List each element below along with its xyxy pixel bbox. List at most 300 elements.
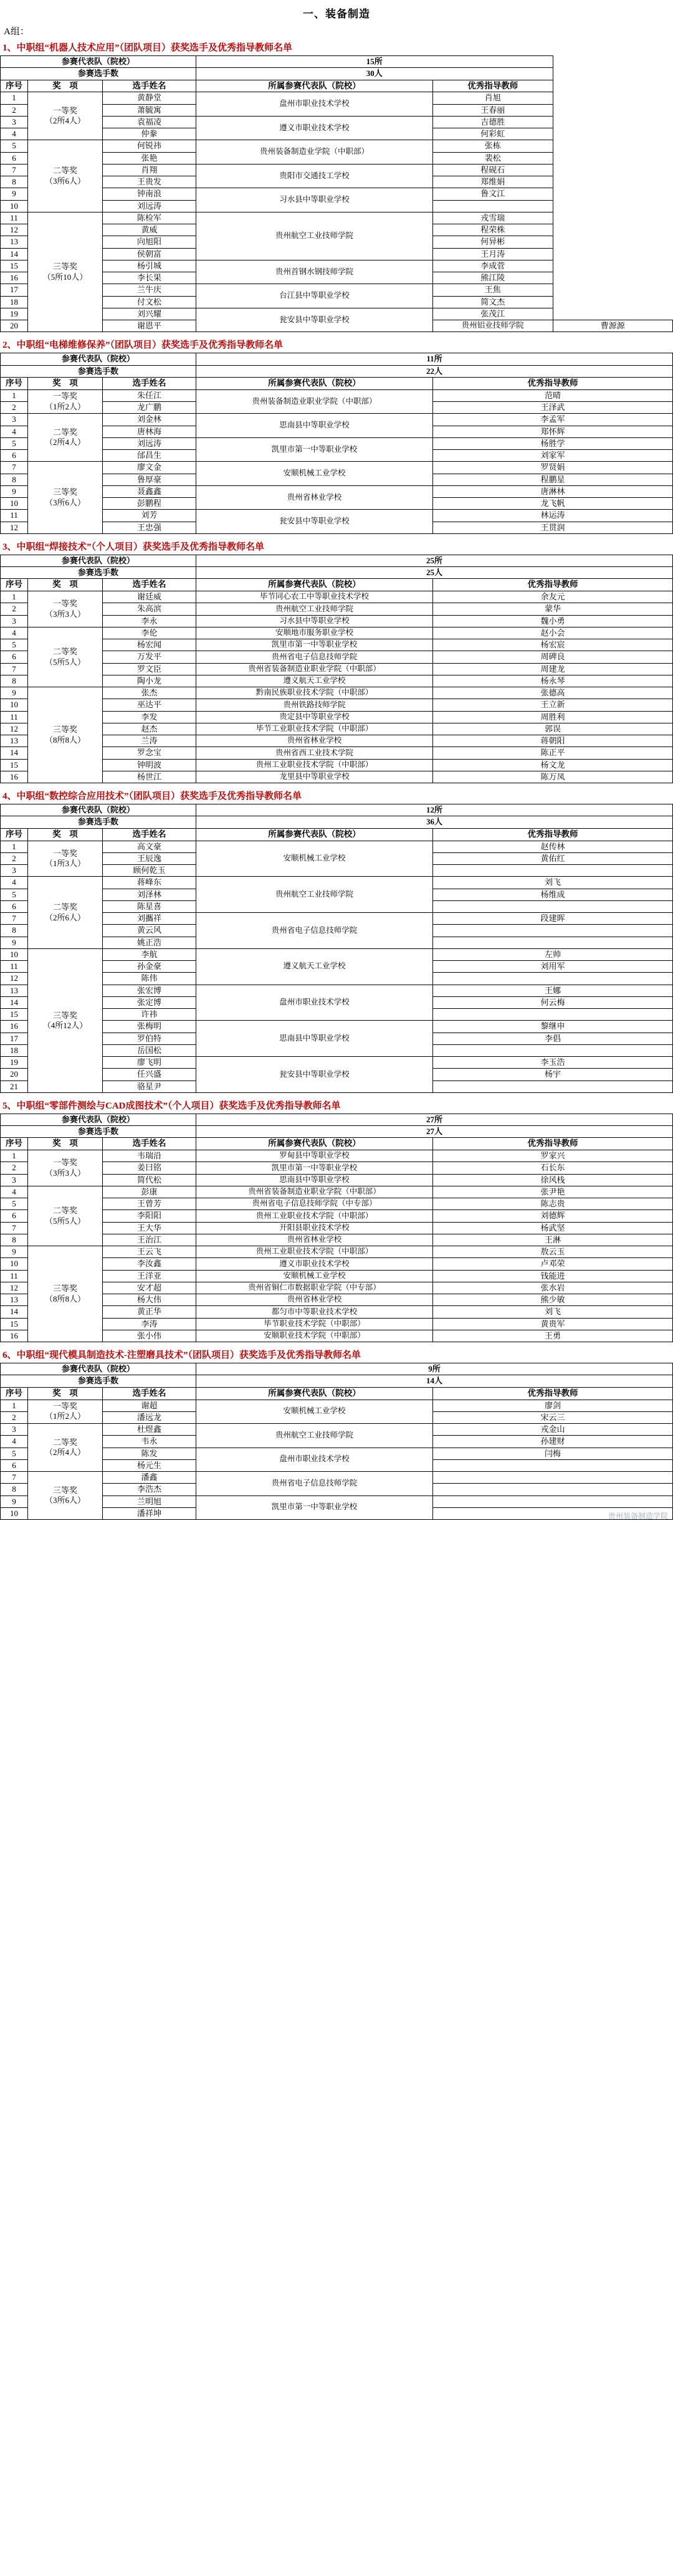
header-prize: 奖 项: [28, 1387, 103, 1400]
cell-teacher: 王春丽: [433, 104, 553, 116]
award-section: [0, 538, 673, 783]
table-header-row: [1, 80, 673, 92]
cell-player-name: 张宏博: [103, 985, 196, 996]
cell-teacher: [433, 925, 673, 937]
cell-player-name: 聂鑫鑫: [103, 485, 196, 497]
cell-school: 台江县中等职业学校: [196, 284, 433, 308]
cell-player-name: 陈发: [103, 1448, 196, 1459]
cell-no: 11: [1, 961, 28, 973]
cell-player-name: 刘远涛: [103, 437, 196, 449]
cell-player-name: 彭鹏程: [103, 498, 196, 510]
cell-no: 20: [1, 320, 28, 332]
cell-teacher: 张茂江: [433, 308, 553, 320]
cell-school: 遵义市职业技术学校: [196, 116, 433, 140]
cell-player-name: 安才超: [103, 1282, 196, 1294]
cell-no: 19: [1, 1057, 28, 1069]
cell-player-name: 顾何乾玉: [103, 865, 196, 877]
cell-no: 3: [1, 615, 28, 627]
cell-player-name: 罗念宝: [103, 747, 196, 759]
table-row: [1, 414, 673, 426]
cell-no: 11: [1, 1270, 28, 1282]
table-row: [1, 212, 673, 224]
cell-no: 5: [1, 1448, 28, 1459]
cell-player-name: 龙广鹏: [103, 402, 196, 414]
cell-player-name: 潘祥坤: [103, 1507, 196, 1519]
cell-no: 3: [1, 414, 28, 426]
cell-player-name: 万发平: [103, 651, 196, 663]
cell-teacher: 敖云玉: [433, 1246, 673, 1258]
table-row: [1, 389, 673, 401]
cell-school: 贵州航空工业技师学院: [196, 877, 433, 913]
cell-no: 9: [1, 485, 28, 497]
cell-school: 遵义航天工业学校: [196, 948, 433, 985]
award-table: [0, 353, 673, 533]
cell-teacher: 宋云三: [433, 1411, 673, 1423]
header-player: 选手姓名: [103, 1387, 196, 1400]
cell-player-name: 岳国松: [103, 1044, 196, 1056]
cell-prize: 三等奖 （8所8人）: [28, 687, 103, 783]
label-rep-teams: 参赛代表队（院校）: [1, 555, 196, 566]
cell-no: 10: [1, 1507, 28, 1519]
cell-no: 9: [1, 937, 28, 948]
cell-teacher: 张尹艳: [433, 1186, 673, 1198]
summary-row-players: [1, 567, 673, 579]
cell-school: 凯里市第一中等职业学校: [196, 1162, 433, 1174]
cell-teacher: 肖旭: [433, 92, 553, 104]
cell-player-name: 刘芳: [103, 510, 196, 522]
cell-teacher: 赵传林: [433, 841, 673, 852]
cell-player-name: 唐林海: [103, 426, 196, 437]
header-player: 选手姓名: [103, 828, 196, 841]
cell-player-name: 兰牛庆: [103, 284, 196, 296]
cell-player-name: 侯朝富: [103, 248, 196, 260]
cell-no: 13: [1, 985, 28, 996]
cell-school: 贵州工业职业技术学院（中职部）: [196, 759, 433, 771]
header-teacher: 优秀指导教师: [433, 579, 673, 591]
cell-teacher: 范晴: [433, 389, 673, 401]
cell-teacher: 鲁文江: [433, 188, 553, 200]
value-rep-players: 36人: [196, 816, 673, 828]
cell-prize: 一等奖 （1所2人）: [28, 389, 103, 414]
award-section: [0, 336, 673, 533]
cell-no: 7: [1, 164, 28, 176]
label-rep-players: 参赛选手数: [1, 1375, 196, 1387]
cell-player-name: 谢廷威: [103, 591, 196, 603]
cell-no: 4: [1, 1186, 28, 1198]
cell-player-name: 姚正浩: [103, 937, 196, 948]
table-row: [1, 877, 673, 889]
cell-player-name: 李涛: [103, 1318, 196, 1330]
cell-player-name: 罗伯特: [103, 1033, 196, 1044]
award-table: [0, 555, 673, 783]
cell-player-name: 廖文金: [103, 462, 196, 474]
cell-teacher: [433, 900, 673, 912]
award-section: [0, 1346, 673, 1520]
cell-no: 15: [1, 260, 28, 272]
cell-teacher: 孙建财: [433, 1436, 673, 1448]
table-row: [1, 1186, 673, 1198]
cell-no: 1: [1, 1400, 28, 1411]
cell-teacher: 黎继申: [433, 1021, 673, 1033]
cell-teacher: 杨永琴: [433, 675, 673, 687]
summary-row-teams: [1, 353, 673, 365]
cell-teacher: 杨武坚: [433, 1222, 673, 1234]
cell-prize: 二等奖 （3所6人）: [28, 140, 103, 212]
cell-no: 15: [1, 1009, 28, 1021]
header-prize: 奖 项: [28, 1138, 103, 1150]
cell-no: 12: [1, 1282, 28, 1294]
cell-teacher: 刘用军: [433, 961, 673, 973]
label-rep-teams: 参赛代表队（院校）: [1, 804, 196, 816]
cell-school: 贵州航空工业技师学院: [196, 212, 433, 260]
header-school: 所属参赛代表队（院校）: [196, 1387, 433, 1400]
cell-teacher: 杨胜学: [433, 437, 673, 449]
cell-player-name: 陈星喜: [103, 900, 196, 912]
cell-teacher: [433, 1080, 673, 1092]
cell-no: 1: [1, 591, 28, 603]
cell-teacher: 王淋: [433, 1234, 673, 1246]
cell-teacher: 赵小会: [433, 627, 673, 639]
cell-school: 遵义航天工业学校: [196, 675, 433, 687]
cell-teacher: 陈正平: [433, 747, 673, 759]
header-prize: 奖 项: [28, 80, 103, 92]
cell-no: 17: [1, 284, 28, 296]
cell-no: 7: [1, 1222, 28, 1234]
cell-no: 4: [1, 627, 28, 639]
cell-no: 5: [1, 437, 28, 449]
cell-no: 4: [1, 128, 28, 140]
page-title: 一、装备制造: [303, 8, 370, 20]
header-teacher: 优秀指导教师: [433, 80, 553, 92]
value-rep-players: 25人: [196, 567, 673, 579]
cell-player-name: 陶小龙: [103, 675, 196, 687]
header-teacher: 优秀指导教师: [433, 828, 673, 841]
cell-player-name: 李阳阳: [103, 1210, 196, 1222]
label-rep-players: 参赛选手数: [1, 365, 196, 377]
cell-player-name: 杨世江: [103, 771, 196, 783]
header-school: 所属参赛代表队（院校）: [196, 377, 433, 389]
summary-row-teams: [1, 804, 673, 816]
cell-teacher: 石长东: [433, 1162, 673, 1174]
cell-player-name: 兰明旭: [103, 1496, 196, 1507]
cell-school: 瓮安县中等职业学校: [196, 308, 433, 332]
header-no: 序号: [1, 80, 28, 92]
table-row: [1, 1246, 673, 1258]
award-section: [0, 39, 673, 332]
cell-no: 6: [1, 900, 28, 912]
cell-teacher: 刘德辉: [433, 1210, 673, 1222]
cell-player-name: 赵杰: [103, 723, 196, 735]
table-row: [1, 92, 673, 104]
cell-school: 贵定县中等职业学校: [196, 711, 433, 723]
value-rep-teams: 15所: [196, 56, 553, 68]
cell-no: 9: [1, 1246, 28, 1258]
cell-teacher: 程鹏星: [433, 474, 673, 485]
cell-prize: 一等奖 （3所3人）: [28, 591, 103, 627]
cell-no: 20: [1, 1069, 28, 1080]
award-section: [0, 1097, 673, 1342]
cell-prize: 三等奖 （3所6人）: [28, 1472, 103, 1520]
header-player: 选手姓名: [103, 377, 196, 389]
cell-teacher: 魏小勇: [433, 615, 673, 627]
cell-teacher: 郭误: [433, 723, 673, 735]
table-header-row: [1, 828, 673, 841]
header-prize: 奖 项: [28, 579, 103, 591]
cell-teacher: [433, 1484, 673, 1496]
cell-player-name: 王云飞: [103, 1246, 196, 1258]
cell-no: 12: [1, 973, 28, 985]
cell-prize: 一等奖 （1所3人）: [28, 841, 103, 877]
cell-school: 贵州省装备制造业职业学院（中职部）: [196, 1186, 433, 1198]
cell-school: 贵州省铜仁市数据职业学院（中专部）: [196, 1282, 433, 1294]
cell-school: 贵州铝业技师学院: [433, 320, 553, 332]
cell-teacher: [433, 1496, 673, 1507]
cell-no: 21: [1, 1080, 28, 1092]
cell-school: 凯里市第一中等职业学校: [196, 1496, 433, 1520]
cell-player-name: 杨元生: [103, 1459, 196, 1471]
cell-player-name: 韦永: [103, 1436, 196, 1448]
cell-player-name: 李伦: [103, 627, 196, 639]
cell-prize: 二等奖 （2所4人）: [28, 414, 103, 462]
cell-no: 15: [1, 1318, 28, 1330]
cell-player-name: 任兴盛: [103, 1069, 196, 1080]
header-no: 序号: [1, 579, 28, 591]
cell-school: 毕节工业职业技术学院（中职部）: [196, 723, 433, 735]
cell-no: 10: [1, 1258, 28, 1270]
cell-no: 9: [1, 188, 28, 200]
cell-teacher: 钱能进: [433, 1270, 673, 1282]
label-rep-teams: 参赛代表队（院校）: [1, 353, 196, 365]
cell-player-name: 仲豢: [103, 128, 196, 140]
cell-no: 5: [1, 1198, 28, 1210]
label-rep-players: 参赛选手数: [1, 1126, 196, 1138]
cell-school: 安顺机械工业学校: [196, 462, 433, 486]
cell-player-name: 孙金豪: [103, 961, 196, 973]
cell-no: 8: [1, 925, 28, 937]
cell-teacher: 罗贤娟: [433, 462, 673, 474]
cell-no: 4: [1, 877, 28, 889]
cell-no: 17: [1, 1033, 28, 1044]
cell-teacher: [433, 1009, 673, 1021]
cell-school: 开阳县职业技术学校: [196, 1222, 433, 1234]
cell-school: 盘州市职业技术学校: [196, 985, 433, 1021]
cell-teacher: 张水岩: [433, 1282, 673, 1294]
value-rep-players: 30人: [196, 68, 553, 80]
cell-teacher: 李孟军: [433, 414, 673, 426]
cell-player-name: 向旭阳: [103, 236, 196, 248]
cell-school: 思南县中等职业学校: [196, 414, 433, 438]
cell-school: 贵州航空工业技师学院: [196, 603, 433, 615]
cell-player-name: 兰涛: [103, 735, 196, 747]
summary-row-teams: [1, 1114, 673, 1125]
cell-teacher: 陈万凤: [433, 771, 673, 783]
cell-school: 贵州省林业学校: [196, 1294, 433, 1306]
header-no: 序号: [1, 828, 28, 841]
header-teacher: 优秀指导教师: [433, 1387, 673, 1400]
cell-no: 14: [1, 1306, 28, 1318]
cell-prize: 二等奖 （2所4人）: [28, 1424, 103, 1472]
cell-school: 盘州市职业技术学校: [196, 92, 433, 117]
cell-teacher: 何云梅: [433, 996, 673, 1008]
summary-row-teams: [1, 56, 673, 68]
header-school: 所属参赛代表队（院校）: [196, 80, 433, 92]
cell-player-name: 潘远龙: [103, 1411, 196, 1423]
cell-player-name: 萧毓寓: [103, 104, 196, 116]
cell-teacher: 林运涛: [433, 510, 673, 522]
cell-prize: 三等奖 （4所12人）: [28, 948, 103, 1092]
cell-no: 2: [1, 603, 28, 615]
cell-school: 凯里市第一中等职业学校: [196, 639, 433, 651]
value-rep-teams: 9所: [196, 1363, 673, 1375]
cell-teacher: 蒙华: [433, 603, 673, 615]
cell-teacher: 王月涛: [433, 248, 553, 260]
cell-player-name: 付文松: [103, 296, 196, 308]
table-row: [1, 1472, 673, 1484]
cell-no: 2: [1, 852, 28, 864]
cell-no: 5: [1, 140, 28, 152]
cell-player-name: 谢恩平: [103, 320, 196, 332]
section-title: 3、中职组“焊接技术”（个人项目）获奖选手及优秀指导教师名单: [2, 541, 265, 552]
cell-teacher: 陈志贵: [433, 1198, 673, 1210]
cell-player-name: 李航: [103, 948, 196, 960]
table-header-row: [1, 579, 673, 591]
value-rep-players: 14人: [196, 1375, 673, 1387]
cell-school: 贵州装备制造业学院（中职部）: [196, 140, 433, 165]
cell-player-name: 王忠强: [103, 522, 196, 533]
cell-player-name: 刘泽林: [103, 889, 196, 900]
cell-player-name: 姜曰铭: [103, 1162, 196, 1174]
cell-school: 贵州省电子信息技师学院: [196, 1472, 433, 1496]
cell-teacher: 熊江陵: [433, 272, 553, 284]
cell-teacher: 程砚石: [433, 164, 553, 176]
cell-player-name: 李汝鑫: [103, 1258, 196, 1270]
cell-no: 1: [1, 1150, 28, 1162]
cell-no: 11: [1, 510, 28, 522]
cell-no: 6: [1, 152, 28, 164]
table-row: [1, 462, 673, 474]
cell-teacher: 王立新: [433, 699, 673, 711]
section-title: 1、中职组“机器人技术应用”（团队项目）获奖选手及优秀指导教师名单: [2, 43, 293, 53]
cell-no: 11: [1, 212, 28, 224]
cell-player-name: 高文豪: [103, 841, 196, 852]
cell-player-name: 廖飞明: [103, 1057, 196, 1069]
cell-school: 毕节同心农工中等职业技术学校: [196, 591, 433, 603]
cell-player-name: 黄威: [103, 224, 196, 236]
header-teacher: 优秀指导教师: [433, 1138, 673, 1150]
section-title: 6、中职组“现代模具制造技术-注塑磨具技术”（团队项目）获奖选手及优秀指导教师名单: [2, 1350, 361, 1361]
cell-school: 贵州省电子信息技师学院（中专部）: [196, 1198, 433, 1210]
cell-no: 14: [1, 996, 28, 1008]
cell-teacher: 戎金山: [433, 1424, 673, 1436]
cell-no: 10: [1, 699, 28, 711]
table-row: [1, 948, 673, 960]
cell-school: 贵州省林业学校: [196, 485, 433, 510]
cell-teacher: 李倡: [433, 1033, 673, 1044]
header-no: 序号: [1, 1138, 28, 1150]
cell-school: 盘州市职业技术学校: [196, 1448, 433, 1472]
cell-teacher: 李成菅: [433, 260, 553, 272]
header-player: 选手姓名: [103, 80, 196, 92]
cell-school: 贵州省西工业技术学院: [196, 747, 433, 759]
cell-player-name: 王曾芳: [103, 1198, 196, 1210]
cell-teacher: 程荣株: [433, 224, 553, 236]
table-row: [1, 140, 673, 152]
cell-teacher: 裴松: [433, 152, 553, 164]
cell-no: 2: [1, 1162, 28, 1174]
cell-no: 3: [1, 116, 28, 128]
cell-no: 14: [1, 248, 28, 260]
cell-school: 贵州省林业学校: [196, 735, 433, 747]
cell-no: 6: [1, 651, 28, 663]
summary-row-players: [1, 1375, 673, 1387]
cell-no: 8: [1, 474, 28, 485]
cell-no: 15: [1, 759, 28, 771]
cell-school: 贵州装备制造业职业学院（中职部）: [196, 389, 433, 414]
cell-player-name: 张艳: [103, 152, 196, 164]
cell-school: 思南县中等职业学校: [196, 1021, 433, 1057]
cell-no: 10: [1, 498, 28, 510]
cell-prize: 三等奖 （8所8人）: [28, 1246, 103, 1342]
cell-no: 3: [1, 1424, 28, 1436]
cell-teacher: 蒋朝阳: [433, 735, 673, 747]
award-table: [0, 55, 673, 332]
cell-player-name: 刘远涛: [103, 200, 196, 212]
cell-player-name: 韦瑞沿: [103, 1150, 196, 1162]
cell-no: 16: [1, 1330, 28, 1342]
cell-school: 贵州铁路技师学院: [196, 699, 433, 711]
cell-no: 7: [1, 663, 28, 675]
cell-no: 6: [1, 1210, 28, 1222]
summary-row-players: [1, 1126, 673, 1138]
summary-row-players: [1, 68, 673, 80]
cell-teacher: 余友元: [433, 591, 673, 603]
cell-no: 16: [1, 272, 28, 284]
table-row: [1, 627, 673, 639]
cell-school: 贵州省电子信息技师学院: [196, 913, 433, 949]
award-section: [0, 787, 673, 1093]
table-row: [1, 1150, 673, 1162]
value-rep-teams: 25所: [196, 555, 673, 566]
cell-teacher: 何彩虹: [433, 128, 553, 140]
cell-teacher: [433, 865, 673, 877]
cell-school: 安顺机械工业学校: [196, 1270, 433, 1282]
cell-teacher: 李玉浩: [433, 1057, 673, 1069]
cell-school: 凯里市第一中等职业学校: [196, 437, 433, 462]
cell-no: 3: [1, 1174, 28, 1186]
cell-teacher: 周胜利: [433, 711, 673, 723]
cell-no: 13: [1, 1294, 28, 1306]
cell-teacher: 杨宇: [433, 1069, 673, 1080]
cell-teacher: 王勇: [433, 1330, 673, 1342]
header-player: 选手姓名: [103, 1138, 196, 1150]
cell-teacher: [433, 1472, 673, 1484]
cell-teacher: 杨宏宸: [433, 639, 673, 651]
cell-prize: 三等奖 （5所10人）: [28, 212, 103, 332]
cell-teacher: [433, 200, 553, 212]
cell-player-name: 简代松: [103, 1174, 196, 1186]
cell-player-name: 张梅明: [103, 1021, 196, 1033]
cell-no: 19: [1, 308, 28, 320]
cell-teacher: 黄佑红: [433, 852, 673, 864]
cell-player-name: 王辰逸: [103, 852, 196, 864]
cell-school: 黔南民族职业技术学院（中职部）: [196, 687, 433, 699]
cell-prize: 一等奖 （3所3人）: [28, 1150, 103, 1186]
cell-player-name: 刘兴耀: [103, 308, 196, 320]
watermark-text: 贵州装备制造学院: [608, 1512, 668, 1520]
table-header-row: [1, 377, 673, 389]
award-table: [0, 804, 673, 1093]
cell-school: 贵州首钢水钢技师学院: [196, 260, 433, 284]
